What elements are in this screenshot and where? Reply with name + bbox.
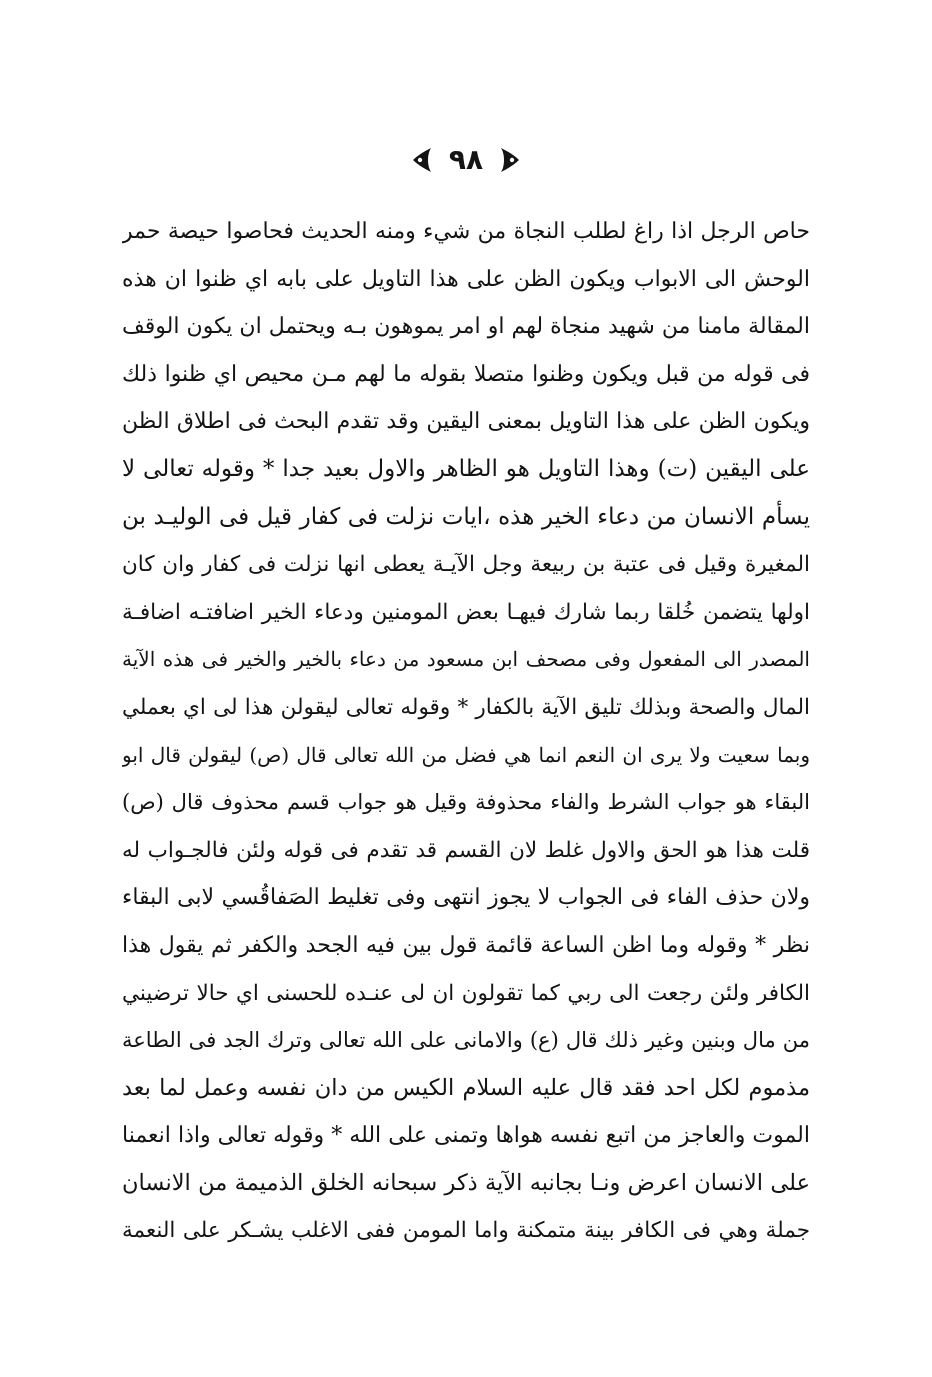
ornament-right-icon <box>497 146 521 174</box>
text-line: جملة وهي فى الكافر بينة متمكنة واما المومن ففى الاغلب يشـكر على النعمة <box>122 1218 810 1244</box>
text-line: ويكون الظن على هذا التاويل بمعنى اليقين وقد تقدم البحث فى اطلاق الظن <box>122 409 810 435</box>
text-line: المال والصحة وبذلك تليق الآية بالكفار * وقوله تعالى ليقولن هذا لى اي بعملي <box>122 694 810 720</box>
text-line: على اليقين (ت) وهذا التاويل هو الظاهر والاول بعيد جدا * وقوله تعالى لا <box>122 455 810 482</box>
page-number-ornament <box>411 143 521 176</box>
text-line: من مال وبنين وغير ذلك قال (ع) والامانى على الله تعالى وترك الجد فى الطاعة <box>122 1028 810 1053</box>
text-line: على الانسان اعرض ونـا بجانبه الآية ذكر سبحانه الخلق الذميمة من الانسان <box>122 1169 810 1196</box>
page-header <box>0 138 932 182</box>
text-line: مذموم لكل احد فقد قال عليه السلام الكيس من دان نفسه وعمل لما بعد <box>122 1074 810 1101</box>
text-line: اولها يتضمن خُلقا ربما شارك فيهـا بعض المومنين ودعاء الخير اضافتـه اضافـة <box>122 599 810 625</box>
text-line: البقاء هو جواب الشرط والفاء محذوفة وقيل هو جواب قسم محذوف قال (ص) <box>122 790 810 815</box>
page-number: ٩٨ <box>448 143 484 176</box>
text-line: قلت هذا هو الحق والاول غلط لان القسم قد تقدم فى قوله ولئن فالجـواب له <box>122 837 810 863</box>
text-line: فى قوله من قبل ويكون وظنوا متصلا بقوله ما لهم مـن محيص اي ظنوا ذلك <box>122 361 810 387</box>
ornament-left-icon <box>411 146 435 174</box>
text-line: الوحش الى الابواب ويكون الظن على هذا التاويل على بابه اي ظنوا ان هذه <box>122 266 810 292</box>
text-line: الموت والعاجز من اتبع نفسه هواها وتمنى على الله * وقوله تعالى واذا انعمنا <box>122 1123 810 1149</box>
text-line: الكافر ولئن رجعت الى ربي كما تقولون ان لى عنـده للحسنى اي حالا ترضيني <box>122 980 810 1006</box>
text-line: وبما سعيت ولا يرى ان النعم انما هي فضل من الله تعالى قال (ص) ليقولن قال ابو <box>122 742 810 767</box>
text-line: المصدر الى المفعول وفى مصحف ابن مسعود من دعاء بالخير والخير فى هذه الآية <box>122 647 810 672</box>
page-body-text <box>122 208 810 1255</box>
text-line: حاص الرجل اذا راغ لطلب النجاة من شيء ومنه الحديث فحاصوا حيصة حمر <box>122 219 810 244</box>
text-line: ولان حذف الفاء فى الجواب لا يجوز انتهى وفى تغليط الصَفاقُسي لابى البقاء <box>122 885 810 911</box>
text-line: يسأم الانسان من دعاء الخير هذه ،ايات نزلت فى كفار قيل فى الوليـد بن <box>122 503 810 530</box>
text-line: نظر * وقوله وما اظن الساعة قائمة قول بين فيه الجحد والكفر ثم يقول هذا <box>122 932 810 958</box>
text-line: المقالة مامنا من شهيد منجاة لهم او امر يموهون بـه ويحتمل ان يكون الوقف <box>122 314 810 340</box>
text-line: المغيرة وقيل فى عتبة بن ربيعة وجل الآيـة يعطى انها نزلت فى كفار وان كان <box>122 552 810 578</box>
